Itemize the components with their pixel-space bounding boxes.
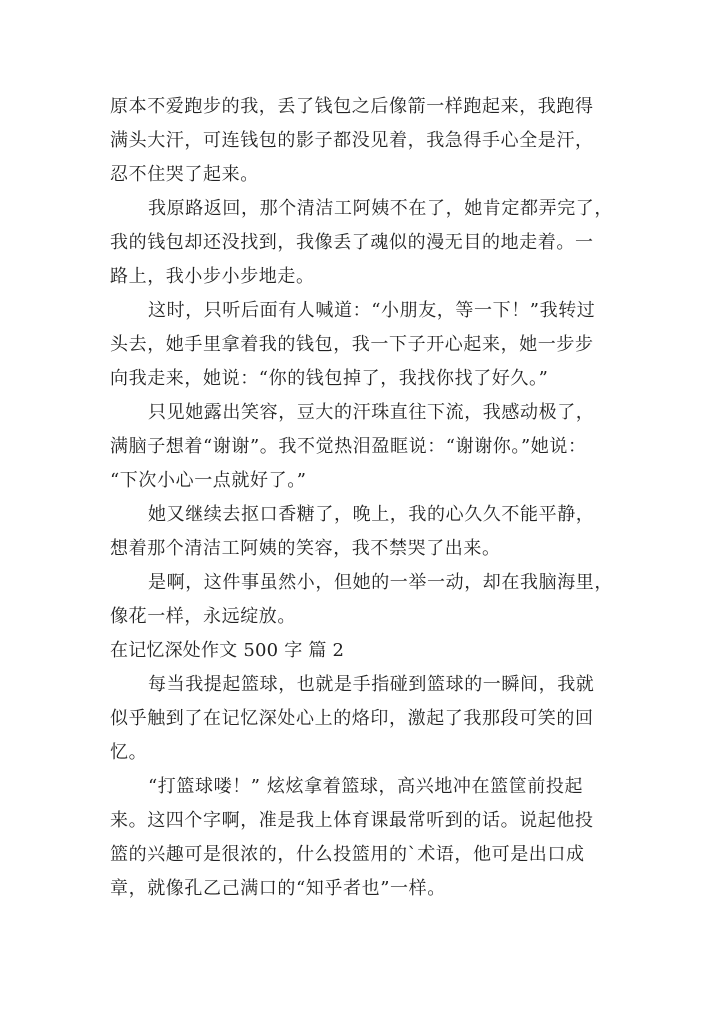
section-heading: 在记忆深处作文 500 字 篇 2	[110, 640, 345, 661]
paragraph-line: 篮的兴趣可是很浓的，什么投篮用的`术语，他可是出口成	[110, 844, 585, 865]
paragraph-line: 忆。	[110, 742, 148, 763]
paragraph-line: “打篮球喽！” 炫炫拿着篮球，高兴地冲在篮筐前投起	[148, 776, 584, 797]
paragraph-line: 像花一样，永远绽放。	[110, 606, 296, 627]
paragraph-line: 满头大汗，可连钱包的影子都没见着，我急得手心全是汗，	[110, 130, 594, 151]
paragraph-line: 想着那个清洁工阿姨的笑容，我不禁哭了出来。	[110, 538, 501, 559]
paragraph-line: “下次小心一点就好了。”	[110, 470, 307, 491]
paragraph-line: 满脑子想着“谢谢”。我不觉热泪盈眶说：“谢谢你。”她说：	[110, 436, 587, 457]
paragraph-line: 忍不住哭了起来。	[110, 164, 259, 185]
paragraph-line: 章，就像孔乙己满口的“知乎者也”一样。	[110, 878, 446, 899]
paragraph-line: 是啊，这件事虽然小，但她的一举一动，却在我脑海里，	[148, 572, 613, 593]
paragraph-line: 我原路返回，那个清洁工阿姨不在了，她肯定都弄完了，	[148, 198, 613, 219]
paragraph-line: 来。这四个字啊，准是我上体育课最常听到的话。说起他投	[110, 810, 594, 831]
paragraph-line: 路上，我小步小步地走。	[110, 266, 315, 287]
paragraph-line: 她又继续去抠口香糖了，晚上，我的心久久不能平静，	[148, 504, 595, 525]
paragraph-line: 我的钱包却还没找到，我像丢了魂似的漫无目的地走着。一	[110, 232, 594, 253]
paragraph-line: 只见她露出笑容，豆大的汗珠直往下流，我感动极了，	[148, 402, 595, 423]
paragraph-line: 每当我提起篮球，也就是手指碰到篮球的一瞬间，我就	[148, 674, 595, 695]
paragraph-line: 向我走来，她说：“你的钱包掉了，我找你找了好久。”	[110, 368, 549, 389]
paragraph-line: 这时，只听后面有人喊道：“小朋友，等一下！”我转过	[148, 300, 596, 321]
document-body	[110, 90, 630, 906]
paragraph-line: 似乎触到了在记忆深处心上的烙印，激起了我那段可笑的回	[110, 708, 594, 729]
paragraph-line: 原本不爱跑步的我，丢了钱包之后像箭一样跑起来，我跑得	[110, 96, 594, 117]
paragraph-line: 头去，她手里拿着我的钱包，我一下子开心起来，她一步步	[110, 334, 594, 355]
